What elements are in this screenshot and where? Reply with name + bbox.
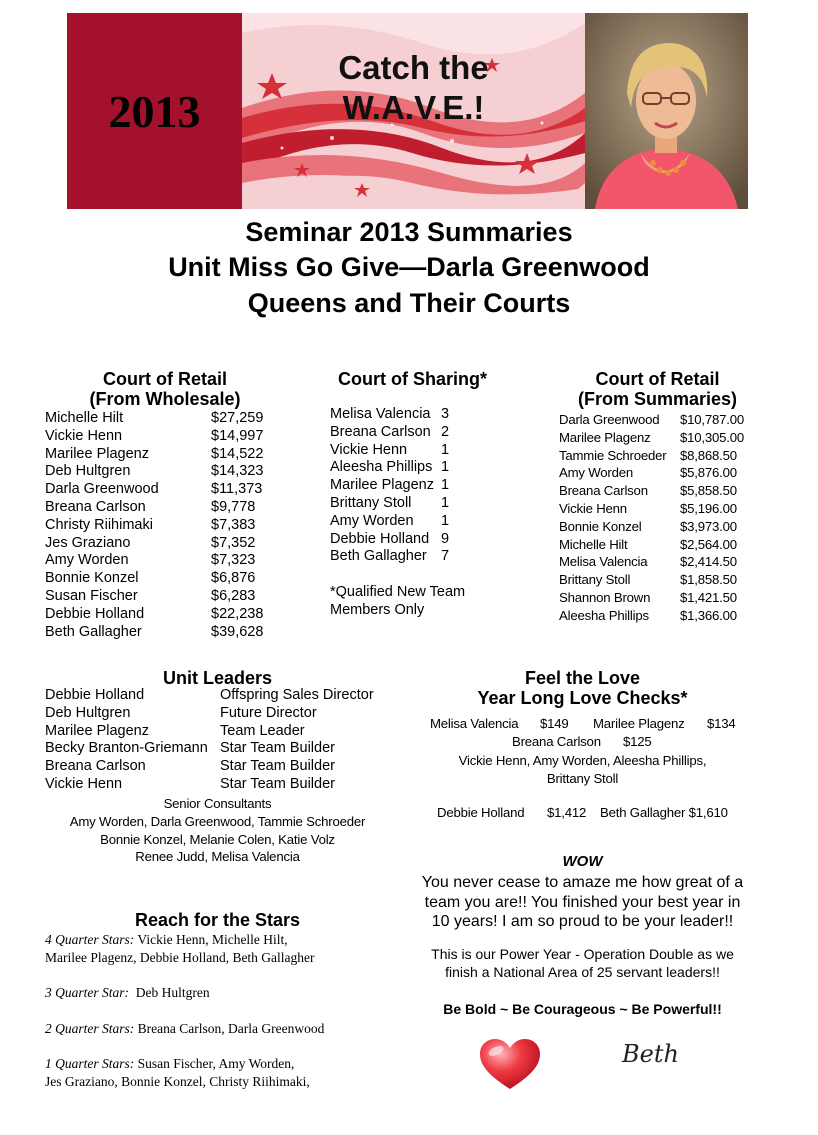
sharing-row xyxy=(330,442,480,460)
q3-line1: Deb Hultgren xyxy=(135,985,210,1000)
love-line5 xyxy=(437,805,737,823)
stars-q1 xyxy=(45,1055,405,1090)
stars-q4 xyxy=(45,931,405,966)
retail-wholesale-row-value: $39,628 xyxy=(211,623,264,640)
love-beth-gallagher: Beth Gallagher $1,610 xyxy=(600,805,728,820)
retail-wholesale-row-name: Susan Fischer xyxy=(45,588,138,604)
retail-wholesale-row xyxy=(45,535,285,553)
retail-summaries-row xyxy=(559,536,759,554)
stars-title: Reach for the Stars xyxy=(134,910,301,930)
unit-leader-row xyxy=(45,776,385,794)
unit-leader-row xyxy=(45,740,385,758)
sharing-title: Court of Sharing* xyxy=(338,369,487,389)
love-line4: Brittany Stoll xyxy=(546,770,619,786)
heart-icon xyxy=(478,1037,542,1093)
retail-summaries-row-value: $1,858.50 xyxy=(680,572,737,588)
stars-q3 xyxy=(45,984,405,1002)
sharing-row-name: Melisa Valencia xyxy=(330,406,431,422)
stars-list xyxy=(45,931,405,1090)
retail-summaries-row xyxy=(559,411,759,429)
wow-p2-line1: This is our Power Year - Operation Double as we xyxy=(431,946,734,962)
retail-summaries-row xyxy=(559,589,759,607)
retail-wholesale-row-name: Michelle Hilt xyxy=(45,410,124,426)
sharing-row-name: Vickie Henn xyxy=(330,441,408,458)
retail-summaries-row xyxy=(559,607,759,625)
sharing-row-name: Breana Carlson xyxy=(330,423,431,440)
retail-wholesale-row-value: $7,383 xyxy=(211,516,256,533)
sharing-row xyxy=(330,495,480,513)
unit-leader-row-value: Star Team Builder xyxy=(220,740,335,757)
retail-wholesale-row-value: $7,352 xyxy=(211,534,256,551)
sharing-row-name: Beth Gallagher xyxy=(330,548,427,565)
unit-leader-row-value: Future Director xyxy=(220,704,317,721)
wow-p1-line3: 10 years! I am so proud to be your leader!! xyxy=(431,913,734,930)
retail-wholesale-row-name: Marilee Plagenz xyxy=(45,445,149,462)
retail-wholesale-row-name: Bonnie Konzel xyxy=(45,570,139,587)
sharing-row-name: Amy Worden xyxy=(330,512,414,529)
banner-title-line2: W.A.V.E.! xyxy=(342,89,485,126)
unit-leader-row-name: Debbie Holland xyxy=(45,687,145,703)
retail-wholesale-row-value: $9,778 xyxy=(211,499,256,515)
retail-summaries-row xyxy=(559,482,759,500)
portrait-photo xyxy=(585,13,748,209)
retail-summaries-row xyxy=(559,500,759,518)
love-title-line2: Year Long Love Checks* xyxy=(477,688,688,708)
sharing-row-value: 9 xyxy=(441,530,450,547)
retail-wholesale-row-name: Breana Carlson xyxy=(45,499,146,515)
retail-wholesale-row-name: Deb Hultgren xyxy=(45,463,131,480)
love-line1 xyxy=(430,716,750,734)
retail-wholesale-row xyxy=(45,570,285,588)
retail-wholesale-title xyxy=(45,369,285,409)
q3-label: 3 Quarter Star: xyxy=(45,985,129,1000)
year-label: 2013 xyxy=(108,85,201,137)
sharing-row-name: Aleesha Phillips xyxy=(330,459,433,476)
retail-summaries-row-value: $3,973.00 xyxy=(680,518,737,534)
retail-summaries-title-line2: (From Summaries) xyxy=(577,389,738,409)
retail-wholesale-row-name: Darla Greenwood xyxy=(45,481,159,498)
retail-summaries-row xyxy=(559,464,759,482)
q1-line1: Susan Fischer, Amy Worden, xyxy=(137,1056,295,1071)
q4-label: 4 Quarter Stars: xyxy=(45,932,135,947)
retail-wholesale-row xyxy=(45,624,285,642)
sharing-row-value: 1 xyxy=(441,495,450,511)
wow-p1-line1: You never cease to amaze me how great of a xyxy=(421,874,744,891)
sharing-row xyxy=(330,459,480,477)
retail-summaries-row-name: Tammie Schroeder xyxy=(559,447,667,463)
unit-leader-row-value: Star Team Builder xyxy=(220,758,335,775)
sharing-row-value: 3 xyxy=(441,406,450,422)
wow-p2-line2: finish a National Area of 25 servant leaders!! xyxy=(445,964,720,980)
retail-summaries-row-value: $1,366.00 xyxy=(680,607,737,623)
retail-wholesale-row xyxy=(45,552,285,570)
sharing-row-name: Debbie Holland xyxy=(330,530,430,547)
senior-consultants-title: Senior Consultants xyxy=(163,796,272,811)
retail-summaries-row-name: Shannon Brown xyxy=(559,590,651,605)
retail-wholesale-row xyxy=(45,606,285,624)
stars-q2 xyxy=(45,1020,405,1038)
q1-line2: Jes Graziano, Bonnie Konzel, Christy Riihimaki, xyxy=(45,1073,310,1089)
retail-wholesale-row xyxy=(45,463,285,481)
sharing-row-value: 1 xyxy=(441,441,450,458)
retail-summaries-row-value: $5,196.00 xyxy=(680,501,737,516)
unit-leader-row xyxy=(45,705,385,723)
motto: Be Bold ~ Be Courageous ~ Be Powerful!! xyxy=(443,1001,722,1017)
sharing-note-line2: Members Only xyxy=(330,602,425,618)
retail-summaries-row-name: Darla Greenwood xyxy=(559,412,660,427)
love-value-breana: $125 xyxy=(623,734,652,749)
retail-summaries-row-value: $10,787.00 xyxy=(680,412,745,427)
retail-summaries-row xyxy=(559,553,759,571)
retail-summaries-row-value: $8,868.50 xyxy=(680,447,737,463)
retail-summaries-row-name: Melisa Valencia xyxy=(559,554,648,570)
love-line3: Vickie Henn, Amy Worden, Aleesha Phillips, xyxy=(458,753,707,768)
year-box xyxy=(67,13,242,209)
retail-wholesale-row-value: $6,876 xyxy=(211,570,256,587)
retail-summaries-row-name: Amy Worden xyxy=(559,465,633,481)
love-value-melisa: $149 xyxy=(540,716,569,731)
sharing-row-name: Brittany Stoll xyxy=(330,495,412,511)
retail-wholesale-row-name: Christy Riihimaki xyxy=(45,516,153,533)
unit-leader-row-name: Marilee Plagenz xyxy=(45,722,149,739)
retail-summaries-row-name: Vickie Henn xyxy=(559,501,627,516)
love-title-line1: Feel the Love xyxy=(524,668,641,688)
wow-title: WOW xyxy=(562,853,603,870)
retail-summaries-row xyxy=(559,447,759,465)
retail-wholesale-row xyxy=(45,588,285,606)
senior-consultants xyxy=(45,795,390,866)
sharing-row-value: 7 xyxy=(441,548,450,565)
retail-summaries-row xyxy=(559,571,759,589)
sharing-row xyxy=(330,513,480,531)
senior-line-3: Renee Judd, Melisa Valencia xyxy=(135,849,300,865)
retail-wholesale-row-name: Beth Gallagher xyxy=(45,623,142,640)
retail-summaries-row-value: $10,305.00 xyxy=(680,429,745,445)
portrait-image xyxy=(585,13,748,209)
retail-wholesale-row xyxy=(45,446,285,464)
retail-wholesale-row xyxy=(45,499,285,517)
q2-line1: Breana Carlson, Darla Greenwood xyxy=(137,1020,325,1036)
love-value-debbie: $1,412 xyxy=(547,805,587,820)
sharing-row xyxy=(330,548,480,566)
retail-summaries-row-value: $2,564.00 xyxy=(680,536,737,552)
unit-leader-row xyxy=(45,723,385,741)
sharing-note xyxy=(330,583,465,619)
unit-leader-row-name: Deb Hultgren xyxy=(45,704,131,721)
retail-wholesale-title-line1: Court of Retail xyxy=(103,369,227,389)
retail-wholesale-row-name: Vickie Henn xyxy=(45,427,123,444)
unit-leader-row-name: Vickie Henn xyxy=(45,776,123,792)
love-name-marilee: Marilee Plagenz xyxy=(593,716,685,731)
unit-leader-row-value: Offspring Sales Director xyxy=(220,687,374,703)
love-name-debbie: Debbie Holland xyxy=(437,805,525,820)
retail-wholesale-row xyxy=(45,410,285,428)
retail-summaries-row-value: $5,876.00 xyxy=(680,465,737,481)
retail-wholesale-title-line2: (From Wholesale) xyxy=(89,389,241,409)
sharing-note-line1: *Qualified New Team xyxy=(330,584,466,600)
title-line3: Queens and Their Courts xyxy=(247,288,571,318)
retail-wholesale-row-value: $11,373 xyxy=(211,481,263,498)
retail-wholesale-row-value: $14,323 xyxy=(211,463,264,480)
love-name-breana: Breana Carlson xyxy=(512,734,601,749)
retail-summaries-row-value: $1,421.50 xyxy=(680,590,737,605)
retail-wholesale-row-name: Amy Worden xyxy=(45,552,129,569)
retail-summaries-row-name: Marilee Plagenz xyxy=(559,429,651,445)
retail-wholesale-row xyxy=(45,517,285,535)
retail-summaries-row xyxy=(559,429,759,447)
retail-wholesale-row xyxy=(45,481,285,499)
retail-wholesale-row-name: Jes Graziano xyxy=(45,534,131,551)
unit-leader-row-value: Team Leader xyxy=(220,722,305,739)
retail-summaries-title xyxy=(545,369,770,409)
q4-line1: Vickie Henn, Michelle Hilt, xyxy=(137,932,288,947)
retail-wholesale-row-value: $6,283 xyxy=(211,588,256,604)
sharing-row-value: 1 xyxy=(441,477,450,494)
retail-summaries-title-line1: Court of Retail xyxy=(595,369,720,389)
wow-paragraph-1 xyxy=(400,873,765,932)
senior-line-1: Amy Worden, Darla Greenwood, Tammie Schroeder xyxy=(69,813,366,829)
unit-leader-row xyxy=(45,758,385,776)
wow-paragraph-2 xyxy=(400,945,765,981)
sharing-row-name: Marilee Plagenz xyxy=(330,477,434,494)
sharing-row-value: 2 xyxy=(441,423,450,440)
love-title xyxy=(430,668,735,708)
retail-summaries-row-value: $5,858.50 xyxy=(680,483,737,499)
love-lines-3-4 xyxy=(430,752,735,788)
sharing-row-value: 1 xyxy=(441,459,450,476)
q2-label: 2 Quarter Stars: xyxy=(45,1020,135,1036)
q4-line2: Marilee Plagenz, Debbie Holland, Beth Gallagher xyxy=(45,949,315,965)
love-name-melisa: Melisa Valencia xyxy=(430,716,519,731)
retail-summaries-row-name: Aleesha Phillips xyxy=(559,607,649,623)
unit-leaders-title: Unit Leaders xyxy=(162,668,273,688)
q1-label: 1 Quarter Stars: xyxy=(45,1056,135,1071)
retail-wholesale-row-value: $14,522 xyxy=(211,445,264,462)
retail-wholesale-row-value: $22,238 xyxy=(211,605,264,622)
banner-title xyxy=(242,48,585,128)
sharing-row xyxy=(330,424,480,442)
title-line1: Seminar 2013 Summaries xyxy=(245,217,573,247)
retail-summaries-row-name: Breana Carlson xyxy=(559,483,648,499)
unit-leader-row-name: Breana Carlson xyxy=(45,758,146,775)
retail-summaries-row xyxy=(559,518,759,536)
retail-summaries-row-name: Michelle Hilt xyxy=(559,536,628,552)
retail-wholesale-row-name: Debbie Holland xyxy=(45,605,145,622)
love-value-marilee: $134 xyxy=(707,716,736,731)
love-line2 xyxy=(512,734,672,752)
retail-wholesale-row-value: $7,323 xyxy=(211,552,256,569)
sharing-row xyxy=(330,406,480,424)
banner-title-line1: Catch the xyxy=(338,49,489,86)
senior-line-2: Bonnie Konzel, Melanie Colen, Katie Volz xyxy=(100,831,335,847)
unit-leader-row-name: Becky Branton-Griemann xyxy=(45,740,208,757)
retail-wholesale-row-value: $14,997 xyxy=(211,427,264,444)
unit-leader-row xyxy=(45,687,385,705)
unit-leader-row-value: Star Team Builder xyxy=(220,776,335,792)
title-line2: Unit Miss Go Give—Darla Greenwood xyxy=(168,252,650,282)
retail-summaries-row-value: $2,414.50 xyxy=(680,554,737,570)
retail-summaries-row-name: Brittany Stoll xyxy=(559,572,631,588)
retail-summaries-row-name: Bonnie Konzel xyxy=(559,518,642,534)
wow-p1-line2: team you are!! You finished your best year in xyxy=(424,893,741,911)
sharing-row xyxy=(330,477,480,495)
retail-wholesale-row-value: $27,259 xyxy=(211,410,264,426)
retail-wholesale-row xyxy=(45,428,285,446)
sharing-row-value: 1 xyxy=(441,512,450,529)
sharing-row xyxy=(330,531,480,549)
signature: Beth xyxy=(622,1040,679,1068)
